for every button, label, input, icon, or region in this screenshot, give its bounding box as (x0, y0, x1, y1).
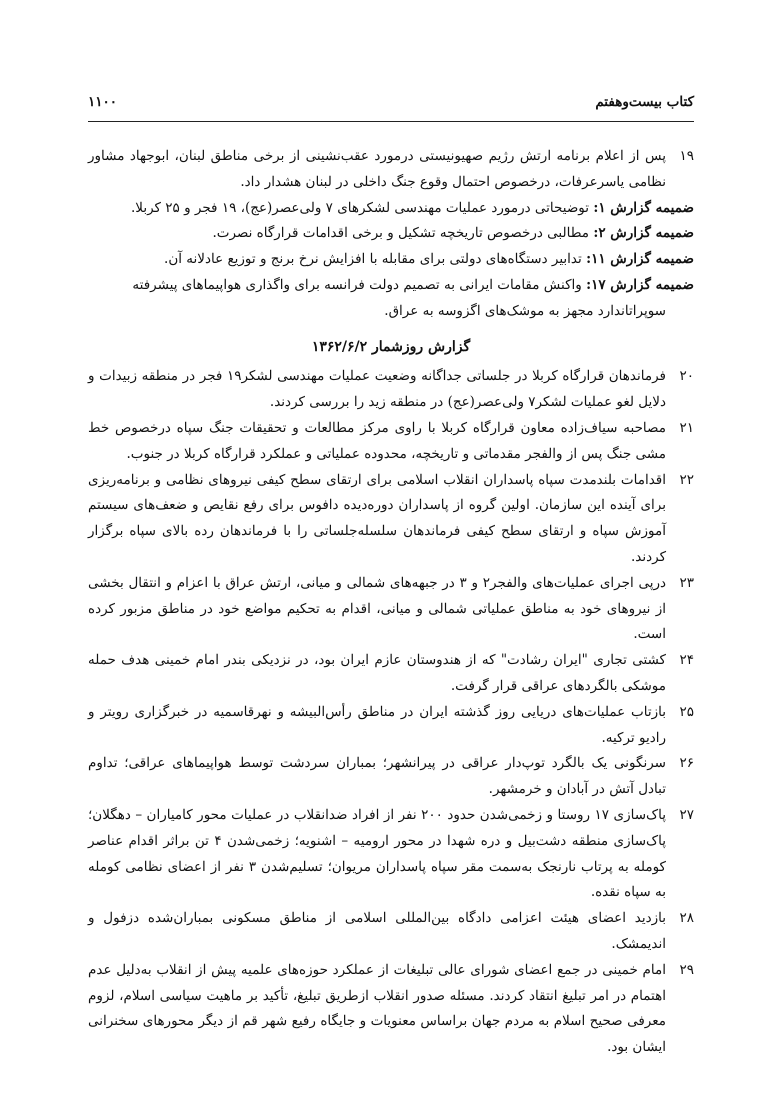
entry-number: ۲۰ (679, 368, 694, 385)
annex-label: ضمیمه گزارش ۲: (593, 225, 694, 242)
entry-text: کشتی تجاری "ایران رشادت" که از هندوستان عازم ایران بود، در نزدیکی بندر امام خمینی هدف حمله موشکی بالگردهای عراقی قرار گرفت. (88, 652, 666, 694)
entry-text: بازتاب عملیات‌های دریایی روز گذشته ایران در مناطق رأس‌البیشه و نهرقاسمیه در خبرگزاری رویتر و رادیو ترکیه. (88, 703, 666, 746)
entry-number: ۲۵ (679, 703, 694, 720)
entry-number: ۲۹ (679, 961, 694, 978)
entry-23 (88, 571, 694, 648)
annex-text-continued: سوپراتاندارد مجهز به موشک‌های اگزوسه به عراق. (384, 302, 666, 319)
entry-29 (88, 958, 694, 1061)
entry-26 (88, 751, 694, 803)
entry-text: سرنگونی یک بالگرد توپ‌دار عراقی در پیرانشهر؛ بمباران سردشت توسط هواپیماهای عراقی؛ تداوم تبادل آتش در آبادان و خرمشهر. (88, 755, 666, 798)
entry-text: مصاحبه سیاف‌زاده معاون قرارگاه کربلا با راوی مرکز مطالعات و تحقیقات جنگ سپاه درخصوص خط مشی جنگ پس از والفجر مقدماتی و تاریخچه، محدوده عملیاتی و عملکرد قرارگاه کربلا در جنوب. (88, 419, 666, 462)
annex-text: تدابیر دستگاه‌های دولتی برای مقابله با افزایش نرخ برنج و توزیع عادلانه آن. (164, 251, 582, 268)
header-rule (88, 121, 694, 122)
entry-28 (88, 906, 694, 958)
entry-21 (88, 416, 694, 468)
annex-label: ضمیمه گزارش ۱۱: (586, 251, 694, 268)
entry-24 (88, 648, 694, 700)
entry-27 (88, 803, 694, 906)
annex-text: مطالبی درخصوص تاریخچه تشکیل و برخی اقدامات قرارگاه نصرت. (212, 225, 590, 242)
entry-text: امام خمینی در جمع اعضای شورای عالی تبلیغات از عملکرد حوزه‌های علمیه پیش از انقلاب به‌دلیل عدم اهتمام در امر تبلیغ انتقاد کردند. مسئله صدور انقلاب ازطریق تبلیغ، تأکید بر ماهیت سیاسی اسلام، لزوم معرفی صحیح اسلام به مردم جهان براساس معنویات و جایگاه رفیع شهر قم از دیگر محورهای سخنرانی ایشان بود. (88, 961, 666, 1056)
annex-text: واکنش مقامات ایرانی به تصمیم دولت فرانسه برای واگذاری هواپیماهای پیشرفته (132, 276, 582, 293)
entry-number: ۲۶ (679, 755, 694, 772)
page-header (88, 90, 694, 114)
entry-text: بازدید اعضای هیئت اعزامی دادگاه بین‌المللی اسلامی از مناطق مسکونی بمباران‌شده دزفول و اندیمشک. (88, 910, 666, 952)
entry-text: پس از اعلام برنامه ارتش رژیم صهیونیستی درمورد عقب‌نشینی از برخی مناطق لبنان، ابوجهاد مشاور نظامی یاسرعرفات، درخصوص احتمال وقوع جنگ داخلی در لبنان هشدار داد. (88, 148, 666, 190)
entry-number: ۲۲ (679, 471, 694, 488)
entry-text: اقدامات بلندمدت سپاه پاسداران انقلاب اسلامی برای ارتقای سطح کیفی نیروهای نظامی و برنامه‌ریزی برای آینده این سازمان. اولین گروه از پاسداران دوره‌دیده دافوس برای رفع نقایص و ضعف‌های سیستم آموزش سپاه و ارتقای سطح کیفی فرماندهان سلسله‌جلساتی را با فرماندهان رده بالای سپاه برگزار کردند. (88, 471, 666, 565)
annex-2 (88, 221, 694, 247)
annex-1 (88, 196, 694, 222)
section-title: گزارش روزشمار ۱۳۶۲/۶/۲ (311, 338, 471, 355)
entry-number: ۱۹ (679, 148, 694, 164)
entry-number: ۲۷ (679, 806, 694, 823)
entry-text: پاک‌سازی ۱۷ روستا و زخمی‌شدن حدود ۲۰۰ نفر از افراد ضدانقلاب در عملیات محور کامیاران – دهگلان؛ پاک‌سازی منطقه دشت‌بیل و دره شهدا در محور ارومیه – اشنویه؛ زخمی‌شدن ۴ تن براثر اقدام عناصر کومله به پرتاب نارنجک به‌سمت مقر سپاه پاسداران مریوان؛ تسلیم‌شدن ۳ نفر از اعضای نظامی کومله به سپاه نقده. (88, 806, 667, 901)
entry-number: ۲۱ (679, 419, 694, 436)
page-body (88, 144, 694, 1061)
entry-text: فرماندهان قرارگاه کربلا در جلساتی جداگانه وضعیت عملیات مهندسی لشکر۱۹ فجر در منطقه زبیدات و دلایل لغو عملیات لشکر۷ ولی‌عصر(عج) در منطقه زید را بررسی کردند. (88, 368, 666, 411)
entry-number: ۲۸ (679, 910, 694, 927)
entry-25 (88, 700, 694, 752)
page-number: ۱۱۰۰ (88, 94, 118, 110)
annex-17 (88, 273, 694, 325)
entry-19 (88, 144, 694, 196)
entry-22 (88, 468, 694, 571)
entry-20 (88, 364, 694, 416)
entry-text: درپی اجرای عملیات‌های والفجر۲ و ۳ در جبهه‌های شمالی و میانی، ارتش عراق با اعزام و انتقال بخشی از نیروهای خود به مناطق عملیاتی شمالی و میانی، اقدام به تحکیم مواضع خود در مناطق مزبور کرده است. (88, 574, 666, 643)
entry-number: ۲۴ (679, 652, 694, 669)
entry-number: ۲۳ (679, 574, 694, 591)
book-title: کتاب بیست‌وهفتم (595, 94, 694, 110)
annex-label: ضمیمه گزارش ۱۷: (586, 276, 694, 293)
annex-11 (88, 247, 694, 273)
annex-label: ضمیمه گزارش ۱: (593, 199, 694, 216)
annex-text: توضیحاتی درمورد عملیات مهندسی لشکرهای ۷ ولی‌عصر(عج)، ۱۹ فجر و ۲۵ کربلا. (131, 199, 590, 216)
